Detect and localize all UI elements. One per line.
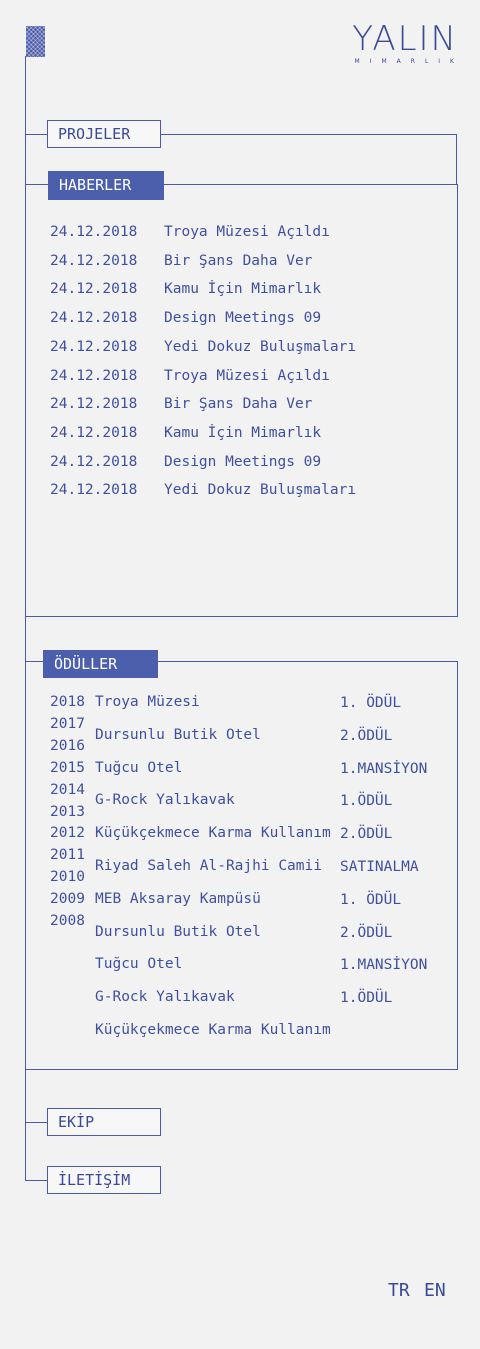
award-project[interactable]: Küçükçekmece Karma Kullanım (95, 1022, 331, 1038)
award-result: 2.ÖDÜL (340, 924, 393, 941)
news-title[interactable]: Bir Şans Daha Ver (164, 252, 313, 269)
news-date: 24.12.2018 (50, 367, 138, 384)
connector-line (25, 1180, 47, 1181)
award-project[interactable]: Küçükçekmece Karma Kullanım (95, 825, 331, 842)
news-date: 24.12.2018 (50, 252, 138, 269)
news-date: 24.12.2018 (50, 310, 138, 327)
award-project[interactable]: G-Rock Yalıkavak (95, 792, 235, 809)
award-result: 1.ÖDÜL (340, 990, 393, 1007)
award-result: 1.MANSİYON (340, 760, 428, 777)
award-year[interactable]: 2013 (50, 803, 85, 820)
news-date: 24.12.2018 (50, 338, 138, 355)
award-project[interactable]: Dursunlu Butik Otel (95, 726, 261, 743)
nav-oduller[interactable]: ÖDÜLLER (43, 650, 158, 678)
news-item[interactable] (50, 482, 356, 498)
logo-mark[interactable] (26, 26, 45, 57)
news-date: 24.12.2018 (50, 281, 138, 298)
award-result: 1.MANSİYON (340, 957, 428, 974)
award-year[interactable]: 2008 (50, 913, 85, 929)
award-year[interactable]: 2009 (50, 891, 85, 908)
brand-logo[interactable] (352, 19, 464, 65)
award-project[interactable]: Tuğcu Otel (95, 956, 183, 973)
news-title[interactable]: Yedi Dokuz Buluşmaları (164, 482, 357, 499)
news-date: 24.12.2018 (50, 424, 138, 441)
news-item[interactable] (50, 425, 321, 441)
award-year[interactable]: 2012 (50, 825, 85, 842)
news-item[interactable] (50, 253, 312, 269)
lang-en-link[interactable]: EN (424, 1280, 446, 1301)
award-project[interactable]: Tuğcu Otel (95, 759, 183, 776)
news-item[interactable] (50, 396, 312, 412)
nav-projeler[interactable]: PROJELER (47, 120, 161, 148)
award-project[interactable]: MEB Aksaray Kampüsü (95, 890, 261, 907)
news-item[interactable] (50, 224, 330, 240)
award-result: SATINALMA (340, 859, 419, 875)
news-item[interactable] (50, 454, 321, 470)
news-title[interactable]: Kamu İçin Mimarlık (164, 424, 322, 441)
award-project[interactable]: Dursunlu Butik Otel (95, 923, 261, 940)
connector-line (25, 134, 47, 135)
news-item[interactable] (50, 368, 330, 384)
news-title[interactable]: Design Meetings 09 (164, 453, 322, 470)
connector-line (161, 134, 457, 135)
news-title[interactable]: Design Meetings 09 (164, 310, 322, 327)
news-title[interactable]: Bir Şans Daha Ver (164, 396, 313, 413)
award-year[interactable]: 2015 (50, 759, 85, 776)
award-year[interactable]: 2011 (50, 847, 85, 864)
nav-iletisim[interactable]: İLETİŞİM (47, 1166, 161, 1194)
nav-haberler[interactable]: HABERLER (48, 171, 164, 200)
news-title[interactable]: Troya Müzesi Açıldı (164, 224, 330, 240)
news-date: 24.12.2018 (50, 224, 138, 240)
lang-tr-link[interactable]: TR (388, 1280, 410, 1301)
award-result: 2.ÖDÜL (340, 826, 393, 843)
award-project[interactable]: Troya Müzesi (95, 694, 200, 710)
award-result: 1.ÖDÜL (340, 793, 393, 810)
award-result: 2.ÖDÜL (340, 727, 393, 744)
award-result: 1. ÖDÜL (340, 891, 402, 908)
brand-subtitle: MIMARLIK (354, 58, 464, 65)
brand-name: YALIN (352, 19, 458, 59)
award-result: 1. ÖDÜL (340, 695, 402, 711)
news-title[interactable]: Troya Müzesi Açıldı (164, 367, 330, 384)
award-year[interactable]: 2014 (50, 781, 85, 798)
news-date: 24.12.2018 (50, 482, 138, 499)
award-year[interactable]: 2018 (50, 694, 85, 710)
award-year[interactable]: 2017 (50, 715, 85, 732)
connector-line (456, 134, 457, 185)
news-title[interactable]: Kamu İçin Mimarlık (164, 281, 322, 298)
news-date: 24.12.2018 (50, 453, 138, 470)
award-project[interactable]: G-Rock Yalıkavak (95, 989, 235, 1006)
award-year[interactable]: 2016 (50, 737, 85, 754)
news-item[interactable] (50, 281, 321, 297)
award-year[interactable]: 2010 (50, 869, 85, 886)
nav-ekip[interactable]: EKİP (47, 1108, 161, 1136)
news-item[interactable] (50, 310, 321, 326)
news-title[interactable]: Yedi Dokuz Buluşmaları (164, 338, 357, 355)
news-item[interactable] (50, 339, 356, 355)
connector-line (25, 1122, 47, 1123)
news-date: 24.12.2018 (50, 396, 138, 413)
award-project[interactable]: Riyad Saleh Al-Rajhi Camii (95, 858, 322, 874)
